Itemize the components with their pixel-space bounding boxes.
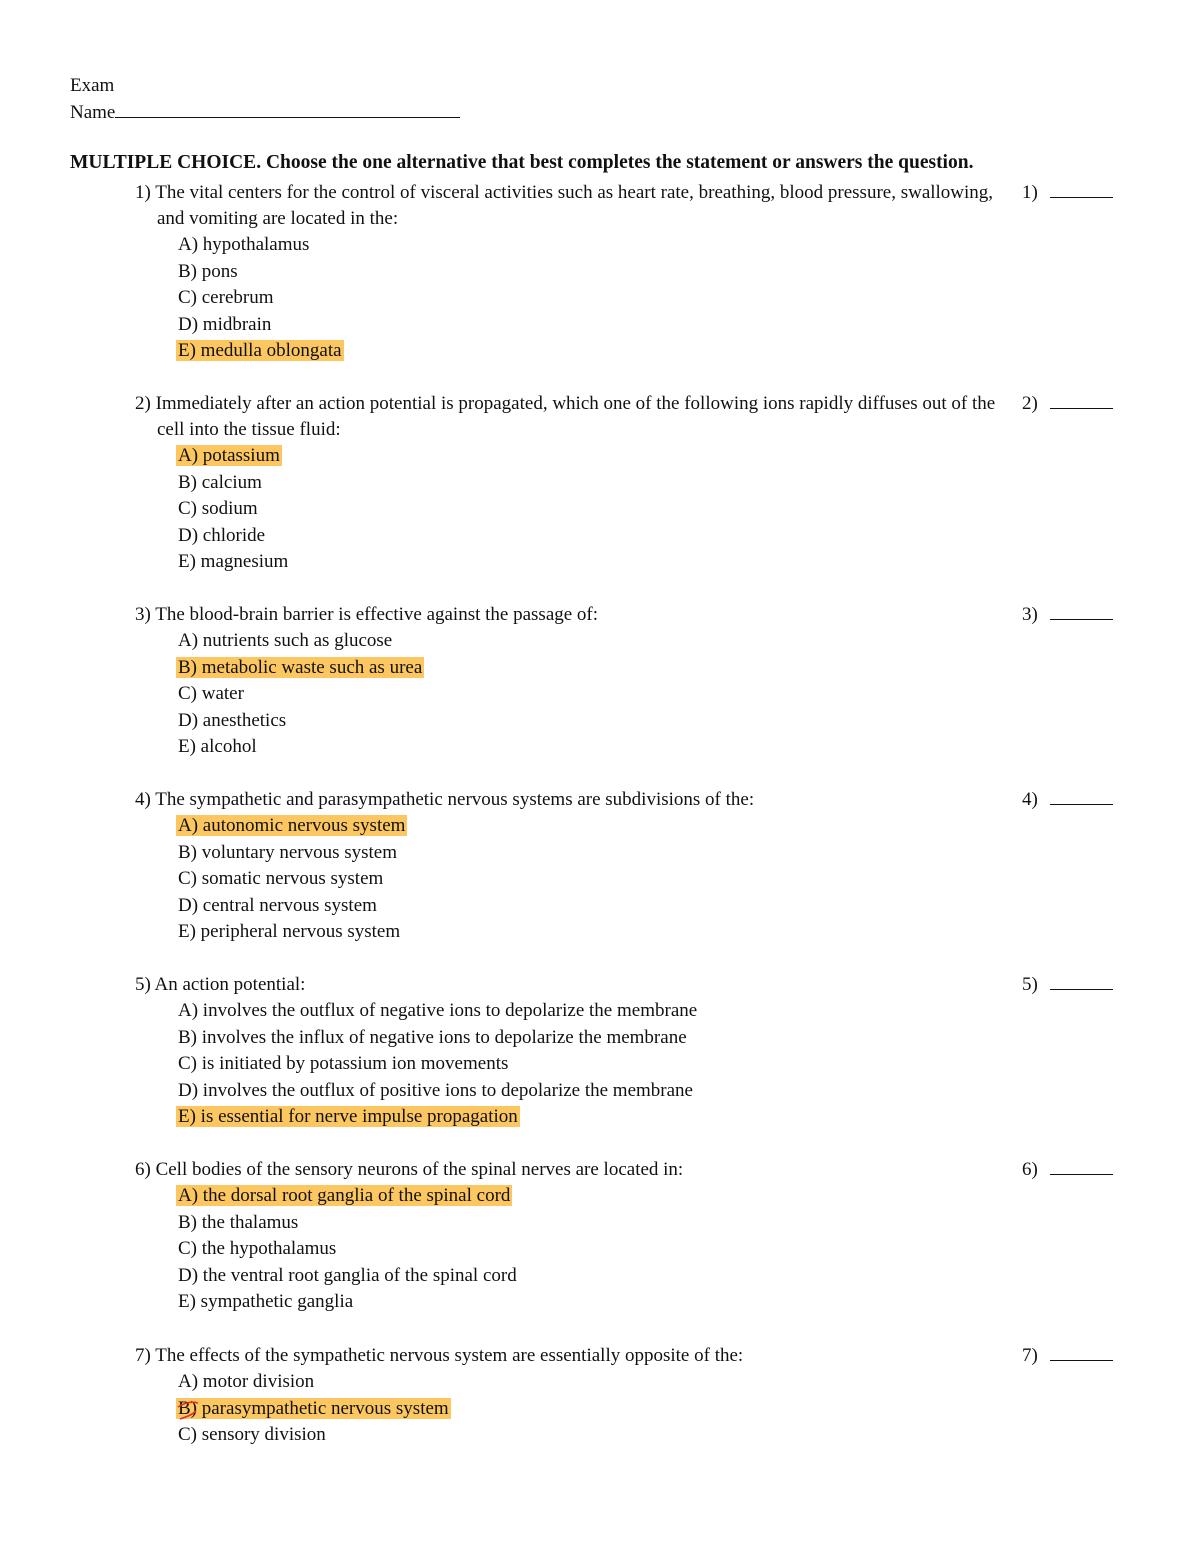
answer-line[interactable] (1050, 391, 1113, 409)
choice[interactable] (178, 1078, 1015, 1105)
choice-label: C) somatic nervous system (178, 868, 384, 890)
choice-label: A) the dorsal root ganglia of the spinal cord (178, 1185, 511, 1206)
choice-label: A) motor division (178, 1371, 315, 1392)
choice[interactable] (178, 1051, 1015, 1078)
question-number: 4) (135, 789, 156, 810)
choice[interactable] (178, 285, 1015, 312)
choice-label: B) voluntary nervous system (178, 841, 398, 863)
answer-number: 3) (1022, 604, 1038, 625)
choice-label: B) pons (178, 260, 238, 282)
question-body: The sympathetic and parasympathetic nervous systems are subdivisions of the: (155, 789, 755, 810)
choice-label: D) central nervous system (178, 894, 377, 916)
question-text (135, 787, 1017, 813)
question-body: An action potential: (154, 974, 306, 995)
choice[interactable] (178, 893, 1015, 920)
answer-number: 2) (1022, 393, 1038, 414)
choice-label: B) parasympathetic nervous system (178, 1397, 449, 1419)
answer-number: 4) (1022, 789, 1038, 810)
choice[interactable] (178, 919, 1015, 946)
choice-label: A) potassium (178, 445, 280, 466)
choice-label: B) calcium (178, 471, 262, 493)
name-field[interactable] (115, 99, 460, 118)
choice-label: E) peripheral nervous system (178, 921, 401, 943)
question-2 (135, 391, 1015, 576)
question-6 (135, 1157, 1015, 1316)
choice-highlighted[interactable] (178, 655, 1015, 682)
choice-label: D) anesthetics (178, 709, 287, 731)
choice[interactable] (178, 523, 1015, 550)
question-text (135, 602, 1017, 628)
choice-label: B) metabolic waste such as urea (178, 656, 423, 678)
choice[interactable] (178, 681, 1015, 708)
answer-blank-5 (1022, 972, 1120, 998)
choice-highlighted[interactable] (178, 443, 1015, 470)
choice[interactable] (178, 496, 1015, 523)
choice[interactable] (178, 840, 1015, 867)
choice[interactable] (178, 259, 1015, 286)
answer-line[interactable] (1050, 787, 1113, 805)
answer-number: 1) (1022, 182, 1038, 203)
choice-label: D) involves the outflux of positive ions to depolarize the membrane (178, 1079, 693, 1101)
choice[interactable] (178, 1369, 1015, 1396)
choice-label: B) the thalamus (178, 1211, 299, 1233)
choice-label: E) medulla oblongata (178, 340, 342, 362)
choice-label: D) the ventral root ganglia of the spinal cord (178, 1264, 517, 1286)
choice-label: A) involves the outflux of negative ions to depolarize the membrane (178, 1000, 698, 1021)
choice-label: B) involves the influx of negative ions to depolarize the membrane (178, 1026, 687, 1048)
choice-highlighted[interactable] (178, 1396, 1015, 1423)
choice[interactable] (178, 470, 1015, 497)
question-number: 2) (135, 393, 156, 414)
answer-blank-6 (1022, 1157, 1120, 1183)
choice[interactable] (178, 549, 1015, 576)
exam-label: Exam (70, 75, 115, 96)
choice[interactable] (178, 1263, 1015, 1290)
choice-label: A) hypothalamus (178, 234, 310, 255)
choice[interactable] (178, 1289, 1015, 1316)
question-text (135, 1343, 1017, 1369)
choice-label: C) sensory division (178, 1424, 326, 1446)
choice-highlighted[interactable] (178, 1183, 1015, 1210)
question-number: 7) (135, 1345, 156, 1366)
choice-list (135, 1183, 1015, 1316)
answer-blank-7 (1022, 1343, 1120, 1369)
choice-label: D) midbrain (178, 313, 272, 335)
instructions: MULTIPLE CHOICE. Choose the one alternative that best completes the statement or answers the question. (70, 152, 974, 173)
answer-blank-1 (1022, 180, 1120, 206)
pen-mark-icon (174, 1397, 204, 1423)
answer-blank-3 (1022, 602, 1120, 628)
choice-list (135, 1369, 1015, 1449)
choice-label: A) nutrients such as glucose (178, 630, 393, 651)
answer-line[interactable] (1050, 602, 1113, 620)
question-number: 5) (135, 974, 155, 995)
question-text (135, 1157, 1017, 1183)
choice-label: C) the hypothalamus (178, 1238, 337, 1260)
choice-label: A) autonomic nervous system (178, 815, 406, 836)
choice-highlighted[interactable] (178, 1104, 1015, 1131)
question-body: Immediately after an action potential is propagated, which one of the following ions rapidly diffuses out of the cell into the tissue fluid: (155, 393, 996, 440)
exam-header (70, 72, 460, 126)
question-number: 1) (135, 182, 156, 203)
question-text (135, 180, 1017, 232)
question-body: Cell bodies of the sensory neurons of the spinal nerves are located in: (155, 1159, 684, 1180)
answer-number: 5) (1022, 974, 1038, 995)
choice-label: E) sympathetic ganglia (178, 1291, 354, 1313)
choice[interactable] (178, 1210, 1015, 1237)
choice-label: E) is essential for nerve impulse propagation (178, 1106, 518, 1128)
answer-number: 7) (1022, 1345, 1038, 1366)
choice[interactable] (178, 1422, 1015, 1449)
choice[interactable] (178, 312, 1015, 339)
answer-number: 6) (1022, 1159, 1038, 1180)
choice[interactable] (178, 708, 1015, 735)
answer-line[interactable] (1050, 1343, 1113, 1361)
answer-line[interactable] (1050, 1157, 1113, 1175)
choice[interactable] (178, 866, 1015, 893)
choice[interactable] (178, 232, 1015, 259)
question-body: The vital centers for the control of visceral activities such as heart rate, breathing, blood pressure, swallowing, and vomiting are located in the: (155, 182, 994, 229)
question-4 (135, 787, 1015, 946)
choice-list (135, 628, 1015, 761)
choice-list (135, 998, 1015, 1131)
choice[interactable] (178, 734, 1015, 761)
question-text (135, 391, 1017, 443)
choice[interactable] (178, 998, 1015, 1025)
question-1 (135, 180, 1015, 365)
choice-label: C) cerebrum (178, 287, 274, 309)
choice-highlighted[interactable] (178, 338, 1015, 365)
answer-line[interactable] (1050, 180, 1113, 198)
choice-highlighted[interactable] (178, 813, 1015, 840)
question-3 (135, 602, 1015, 761)
choice[interactable] (178, 1236, 1015, 1263)
choice-label: D) chloride (178, 524, 266, 546)
choice-list (135, 232, 1015, 365)
choice-list (135, 443, 1015, 576)
choice-label: C) sodium (178, 498, 258, 520)
question-5 (135, 972, 1015, 1131)
choice-list (135, 813, 1015, 946)
name-label: Name (70, 102, 116, 123)
question-body: The effects of the sympathetic nervous system are essentially opposite of the: (155, 1345, 744, 1366)
name-row (70, 99, 460, 126)
answer-blank-2 (1022, 391, 1120, 417)
choice-label: E) magnesium (178, 551, 289, 573)
choice-label: C) is initiated by potassium ion movements (178, 1053, 509, 1075)
choice-label: E) alcohol (178, 736, 257, 758)
question-number: 6) (135, 1159, 156, 1180)
choice[interactable] (178, 628, 1015, 655)
answer-line[interactable] (1050, 972, 1113, 990)
question-number: 3) (135, 604, 156, 625)
answer-blank-4 (1022, 787, 1120, 813)
choice[interactable] (178, 1025, 1015, 1052)
choice-label: C) water (178, 683, 244, 705)
question-body: The blood-brain barrier is effective against the passage of: (155, 604, 599, 625)
question-text (135, 972, 1017, 998)
question-7 (135, 1343, 1015, 1449)
